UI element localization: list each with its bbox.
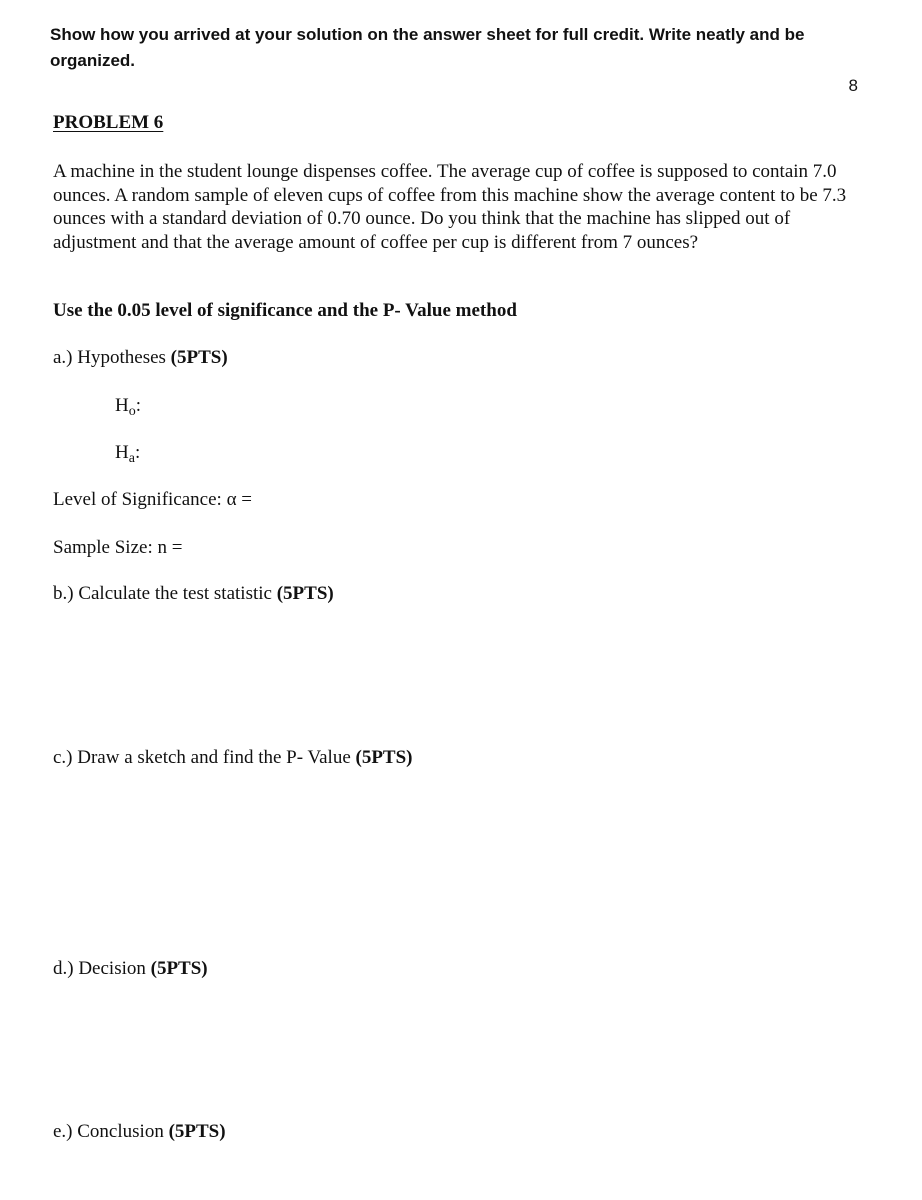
part-c-points: (5PTS)	[355, 747, 413, 768]
part-a-hypotheses	[53, 347, 228, 369]
alternative-hypothesis-line	[115, 442, 140, 467]
sample-size-line: Sample Size: n =	[53, 537, 183, 558]
part-a-points: (5PTS)	[170, 347, 228, 368]
part-c-label: c.) Draw a sketch and find the P- Value	[53, 747, 356, 768]
part-e-conclusion	[53, 1121, 226, 1143]
part-e-points: (5PTS)	[168, 1121, 226, 1142]
problem-title: PROBLEM 6	[53, 112, 164, 133]
part-b-label: b.) Calculate the test statistic	[53, 583, 277, 604]
alternative-hypothesis-subscript: a	[128, 451, 135, 466]
part-a-label: a.) Hypotheses	[53, 347, 171, 368]
method-instruction: Use the 0.05 level of significance and the P- Value method	[53, 300, 517, 321]
part-c-p-value	[53, 747, 413, 769]
alternative-hypothesis-symbol: H	[115, 442, 129, 463]
null-hypothesis-line	[115, 395, 141, 420]
instructions-text: Show how you arrived at your solution on the answer sheet for full credit. Write neatly and be organized.	[50, 25, 805, 70]
part-b-points: (5PTS)	[276, 583, 334, 604]
part-e-label: e.) Conclusion	[53, 1121, 169, 1142]
null-hypothesis-colon: :	[135, 395, 142, 416]
part-d-label: d.) Decision	[53, 958, 151, 979]
problem-statement: A machine in the student lounge dispenses coffee. The average cup of coffee is supposed to contain 7.0 ounces. A random sample of eleven cups of coffee from this machine show the average content to be 7.3 ounces with a standard deviation of 0.70 ounce. Do you think that the machine has slipped out of adjustment and that the average amount of coffee per cup is different from 7 ounces?	[53, 161, 847, 253]
alternative-hypothesis-colon: :	[134, 442, 141, 463]
part-d-decision	[53, 958, 208, 980]
page-number: 8	[848, 76, 858, 95]
significance-level-line: Level of Significance: α =	[53, 489, 252, 510]
part-b-test-statistic	[53, 583, 334, 605]
part-d-points: (5PTS)	[150, 958, 208, 979]
null-hypothesis-symbol: H	[115, 395, 129, 416]
null-hypothesis-subscript: o	[128, 404, 136, 419]
